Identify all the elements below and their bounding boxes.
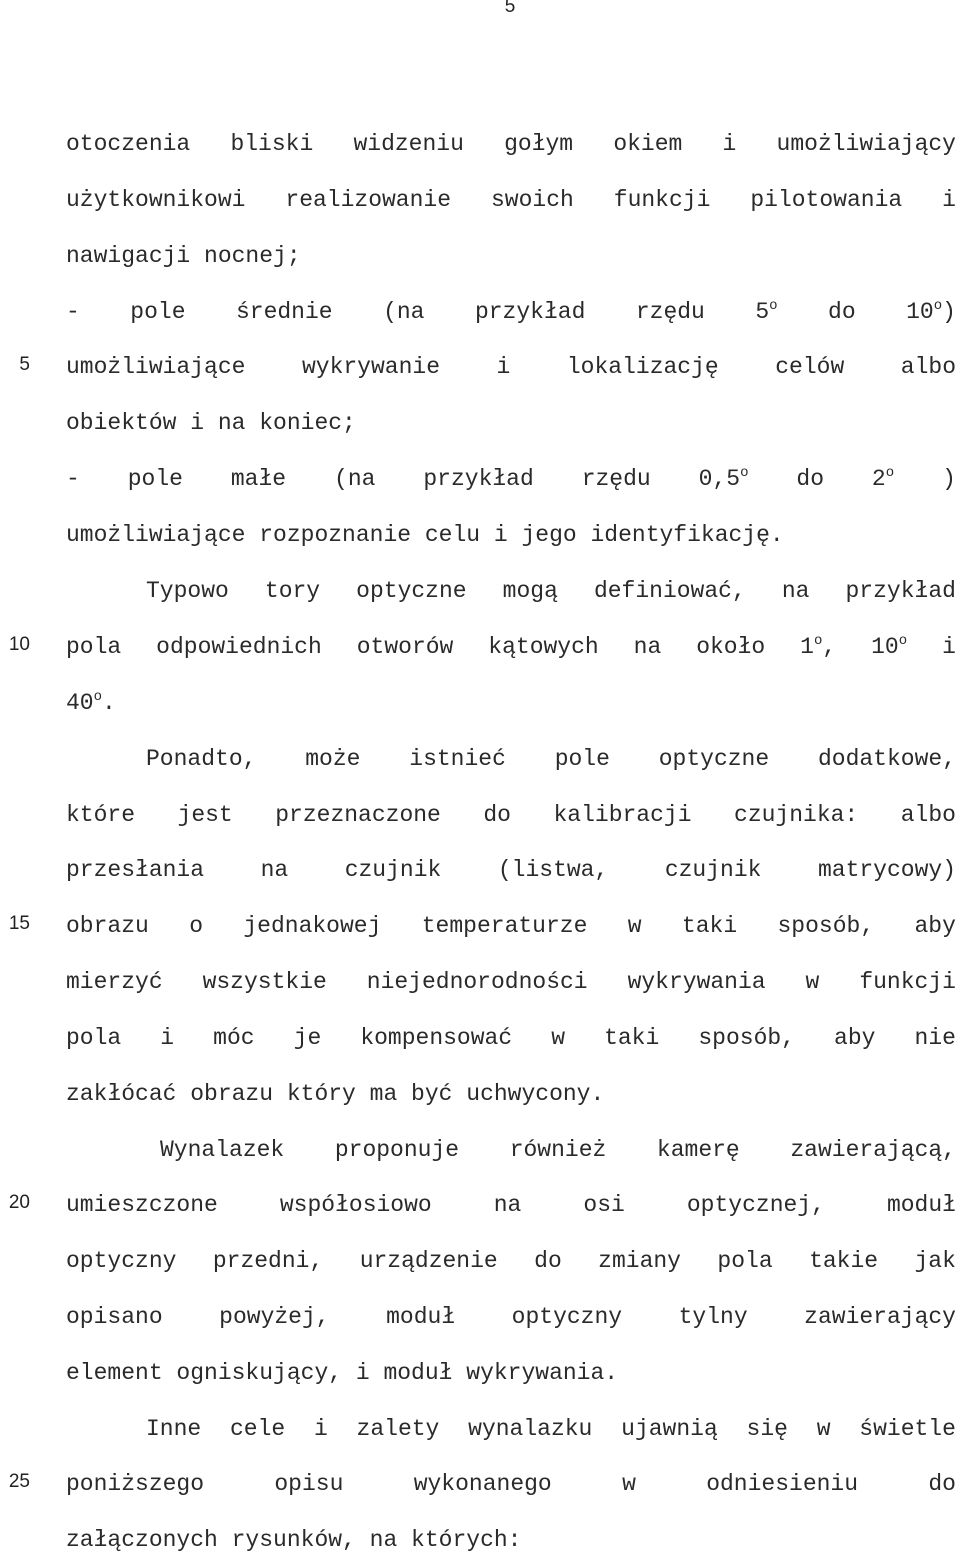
word: otworów	[356, 634, 454, 660]
word: i	[160, 1025, 175, 1051]
word: 10$^o$	[871, 633, 908, 660]
word: -	[66, 466, 80, 492]
word: do	[928, 1471, 956, 1497]
word: (na	[334, 466, 376, 492]
word: albo	[900, 354, 956, 380]
word: umieszczone	[66, 1192, 218, 1218]
word: które	[66, 802, 136, 828]
word: odpowiednich	[156, 634, 322, 660]
word: moduł	[386, 1304, 456, 1330]
word: realizowanie	[285, 187, 452, 213]
line-number-20: 20	[8, 1192, 30, 1213]
word: Inne	[146, 1416, 202, 1442]
text-line	[66, 129, 956, 159]
word: przykład	[474, 299, 586, 325]
word: i	[496, 354, 511, 380]
word: pola	[717, 1248, 773, 1274]
word: pole	[127, 466, 183, 492]
text-line	[66, 967, 956, 997]
text-line	[66, 1190, 956, 1220]
word: zalety	[356, 1416, 440, 1442]
word: na	[493, 1192, 522, 1218]
word: odniesieniu	[706, 1471, 859, 1497]
text-line	[66, 1023, 956, 1053]
word: gołym	[504, 131, 574, 157]
word: temperaturze	[421, 913, 588, 939]
word: kątowych	[488, 634, 599, 660]
word: pilotowania	[750, 187, 903, 213]
word: kompensować	[360, 1025, 513, 1051]
word: funkcji	[859, 969, 956, 995]
word: małe	[230, 466, 287, 492]
text-line	[66, 297, 956, 327]
word: może	[305, 746, 361, 772]
line-text: nawigacji nocnej;	[66, 243, 301, 269]
word: (na	[383, 299, 425, 325]
word: na	[633, 634, 662, 660]
text-line	[160, 1135, 956, 1165]
text-line	[146, 1414, 956, 1444]
word: umożliwiające	[66, 354, 246, 380]
word: jednakowej	[243, 913, 382, 939]
word: istnieć	[409, 746, 506, 772]
word: nie	[914, 1025, 956, 1051]
word: sposób,	[777, 913, 875, 939]
word: przeznaczone	[275, 802, 441, 828]
word: 1$^o$,	[800, 633, 837, 660]
word: optyczne	[658, 746, 770, 772]
word: optyczny	[511, 1304, 623, 1330]
word: bliski	[230, 131, 314, 157]
word: umożliwiający	[776, 131, 956, 157]
word: również	[509, 1137, 607, 1163]
word: mierzyć	[66, 969, 163, 995]
text-line	[66, 1302, 956, 1332]
word: osi	[583, 1192, 625, 1218]
word: 10$^o$)	[906, 298, 956, 325]
line-text: element ogniskujący, i moduł wykrywania.	[66, 1360, 619, 1386]
word: w	[627, 913, 642, 939]
word: obrazu	[66, 913, 149, 939]
word: zawierający	[804, 1304, 956, 1330]
word: i	[942, 187, 956, 213]
word: funkcji	[613, 187, 711, 213]
word: do	[828, 299, 856, 325]
text-line	[66, 911, 956, 941]
word: widzeniu	[353, 131, 464, 157]
text-line	[66, 855, 956, 885]
word: czujnika:	[734, 802, 859, 828]
word: i	[942, 634, 956, 660]
word: (listwa,	[497, 857, 609, 883]
word: cele	[229, 1416, 286, 1442]
word: aby	[914, 913, 956, 939]
text-line	[66, 1469, 956, 1499]
word: poniższego	[66, 1471, 205, 1497]
text-line	[66, 241, 956, 271]
word: tory	[264, 578, 321, 604]
word: wynalazku	[468, 1416, 593, 1442]
word: współosiowo	[279, 1192, 432, 1218]
word: moduł	[886, 1192, 956, 1218]
word: 2$^o$	[871, 465, 895, 492]
word: w	[805, 969, 820, 995]
word: w	[816, 1416, 831, 1442]
word: aby	[834, 1025, 876, 1051]
word: wykrywania	[627, 969, 766, 995]
line-number-10: 10	[8, 634, 30, 655]
word: optycznej,	[686, 1192, 825, 1218]
word: do	[796, 466, 824, 492]
line-text: zakłócać obrazu który ma być uchwycony.	[66, 1081, 605, 1107]
text-line	[146, 744, 956, 774]
word: otoczenia	[66, 131, 191, 157]
word: rzędu	[635, 299, 705, 325]
word: sposób,	[698, 1025, 795, 1051]
line-text: umożliwiające rozpoznanie celu i jego identyfikację.	[66, 522, 784, 548]
word: 0,5$^o$	[698, 465, 749, 492]
text-line	[66, 688, 956, 718]
word: tylny	[678, 1304, 748, 1330]
line-number-5: 5	[19, 354, 30, 375]
word: o	[189, 913, 203, 939]
word: takie	[809, 1248, 879, 1274]
word: niejednorodności	[366, 969, 588, 995]
word: na	[260, 857, 289, 883]
line-text: 40$^o$.	[66, 689, 116, 716]
line-text: obiektów i na koniec;	[66, 410, 356, 436]
word: optyczny	[66, 1248, 177, 1274]
word: celów	[775, 354, 845, 380]
word: użytkownikowi	[66, 187, 246, 213]
word: jest	[177, 802, 233, 828]
word: Ponadto,	[146, 746, 257, 772]
text-line	[66, 185, 956, 215]
word: około	[696, 634, 766, 660]
word: swoich	[490, 187, 574, 213]
text-line	[66, 464, 956, 494]
word: przykład	[423, 466, 534, 492]
word: mogą	[502, 578, 558, 604]
word: kamerę	[656, 1137, 740, 1163]
word: zmiany	[598, 1248, 681, 1274]
word: w	[622, 1471, 636, 1497]
word: wykrywanie	[301, 354, 440, 380]
text-line	[66, 408, 956, 438]
word: pola	[66, 634, 122, 660]
word: do	[534, 1248, 562, 1274]
word: Wynalazek	[160, 1137, 285, 1163]
text-line	[66, 800, 956, 830]
word: proponuje	[334, 1137, 460, 1163]
text-line	[66, 520, 956, 550]
word: matrycowy)	[817, 857, 956, 883]
word: albo	[900, 802, 956, 828]
page-number: 5	[504, 0, 516, 17]
text-line	[66, 1246, 956, 1276]
word: wykonanego	[413, 1471, 552, 1497]
word: w	[551, 1025, 566, 1051]
word: i	[313, 1416, 328, 1442]
word: pole	[130, 299, 186, 325]
word: czujnik	[664, 857, 762, 883]
word: jak	[914, 1248, 956, 1274]
word: wszystkie	[202, 969, 327, 995]
word: do	[483, 802, 511, 828]
word: opisano	[66, 1304, 163, 1330]
word: lokalizację	[566, 354, 719, 380]
text-line	[66, 1079, 956, 1109]
word: powyżej,	[219, 1304, 330, 1330]
word: 5$^o$	[755, 298, 778, 325]
line-text: załączonych rysunków, na których:	[66, 1527, 522, 1553]
word: dodatkowe,	[817, 746, 956, 772]
text-line	[66, 1358, 956, 1388]
word: świetle	[859, 1416, 956, 1442]
word: średnie	[235, 299, 333, 325]
text-line	[66, 632, 956, 662]
word: zawierającą,	[790, 1137, 956, 1163]
word: przesłania	[66, 857, 205, 883]
word: urządzenie	[359, 1248, 498, 1274]
word: taki	[604, 1025, 660, 1051]
word: rzędu	[581, 466, 651, 492]
word: przykład	[845, 578, 956, 604]
word: Typowo	[146, 578, 229, 604]
text-line	[66, 352, 956, 382]
word: i	[722, 131, 737, 157]
word: się	[746, 1416, 788, 1442]
word: móc	[213, 1025, 255, 1051]
word: ujawnią	[621, 1416, 718, 1442]
word: czujnik	[344, 857, 442, 883]
word: )	[942, 466, 956, 492]
word: kalibracji	[553, 802, 692, 828]
text-line	[146, 576, 956, 606]
word: na	[781, 578, 810, 604]
word: taki	[681, 913, 738, 939]
word: -	[66, 299, 80, 325]
word: optyczne	[356, 578, 467, 604]
word: opisu	[274, 1471, 344, 1497]
word: okiem	[613, 131, 683, 157]
word: definiować,	[593, 578, 746, 604]
word: pola	[66, 1025, 122, 1051]
line-number-15: 15	[8, 913, 30, 934]
word: je	[293, 1025, 322, 1051]
word: pole	[554, 746, 610, 772]
line-number-25: 25	[8, 1471, 30, 1492]
word: przedni,	[212, 1248, 324, 1274]
